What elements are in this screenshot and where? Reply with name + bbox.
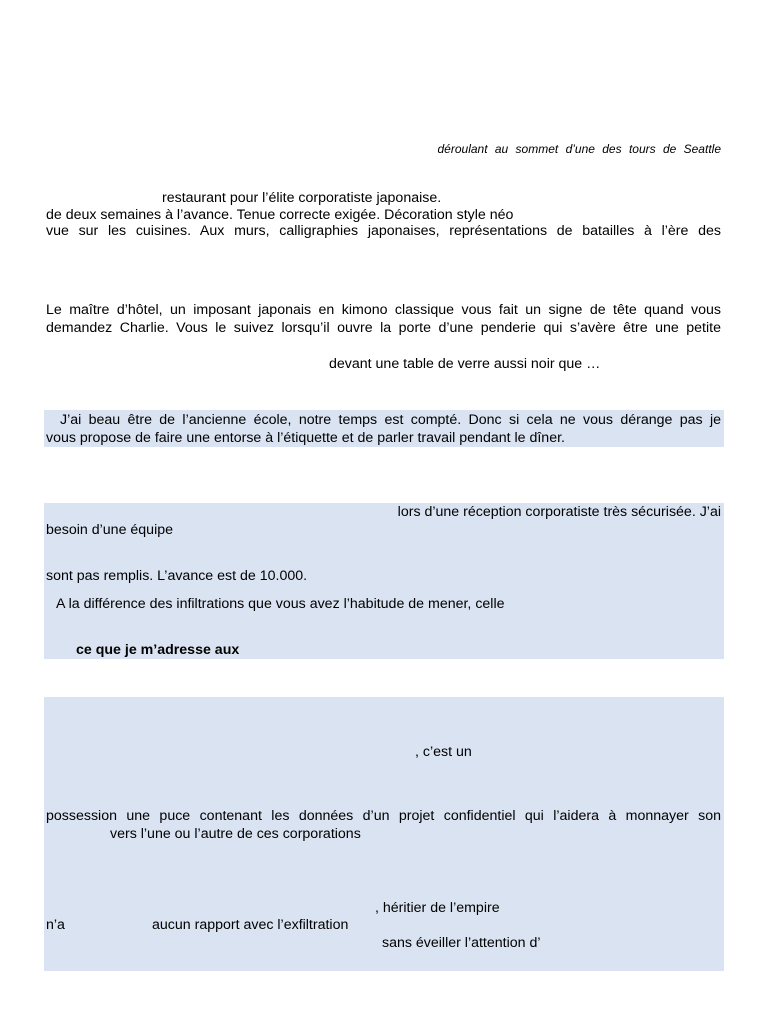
speech2-line-5: ce que je m’adresse aux	[76, 642, 240, 658]
speech3-line-1: , c’est un	[415, 744, 472, 760]
speech2-line-4: A la différence des infiltrations que vous avez l’habitude de mener, celle	[56, 596, 505, 612]
arrival-line-1: Le maître d’hôtel, un imposant japonais en kimono classique vous fait un signe de tête quand vous	[46, 302, 721, 318]
intro-line-3: vue sur les cuisines. Aux murs, calligraphies japonaises, représentations de batailles à l’ère des	[46, 223, 721, 239]
header-subtitle: déroulant au sommet d’une des tours de Seattle	[437, 142, 721, 156]
speech3-line-5b: aucun rapport avec l’exfiltration	[152, 917, 349, 933]
speech3-line-6: sans éveiller l’attention d’	[382, 935, 541, 951]
speech1-line-1: J’ai beau être de l’ancienne école, notre temps est compté. Donc si cela ne vous dérange pas je	[60, 412, 721, 428]
speech3-line-2: possession une puce contenant les données d’un projet confidentiel qui l’aidera à monnayer son	[46, 808, 721, 824]
arrival-line-3: devant une table de verre aussi noir que …	[329, 356, 601, 372]
speech2-line-1: lors d’une réception corporatiste très sécurisée. J’ai	[397, 504, 721, 520]
speech2-line-3: sont pas remplis. L’avance est de 10.000.	[46, 568, 308, 584]
arrival-line-2: demandez Charlie. Vous le suivez lorsqu’il ouvre la porte d’une penderie qui s’avère être une petite	[46, 320, 721, 336]
intro-line-2: de deux semaines à l’avance. Tenue correcte exigée. Décoration style néo	[46, 207, 514, 223]
speech3-line-4: , héritier de l’empire	[375, 900, 500, 916]
speech3-line-5a: n’a	[46, 917, 65, 933]
speech2-line-2: besoin d’une équipe	[46, 522, 174, 538]
speech3-line-3: vers l’une ou l’autre de ces corporations	[110, 826, 361, 842]
intro-line-1: restaurant pour l’élite corporatiste japonaise.	[162, 190, 442, 206]
speech1-line-2: vous propose de faire une entorse à l’étiquette et de parler travail pendant le dîner.	[46, 430, 565, 446]
